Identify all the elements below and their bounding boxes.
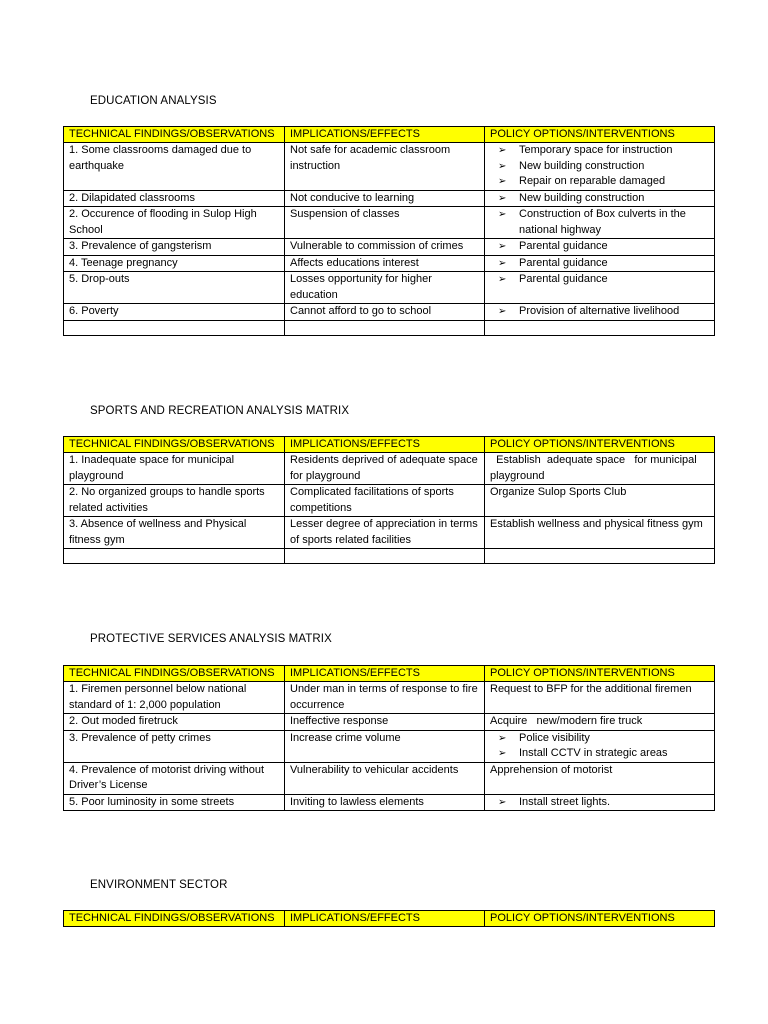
effect-cell: Complicated facilitations of sports competitions: [285, 485, 485, 517]
effect-cell: Lesser degree of appreciation in terms of sports related facilities: [285, 517, 485, 549]
policy-cell: [485, 143, 715, 191]
policy-bullet: ➢ Parental guidance: [490, 239, 709, 255]
sports-section-title: SPORTS AND RECREATION ANALYSIS MATRIX: [90, 405, 350, 417]
policy-bullet: ➢ Provision of alternative livelihood: [490, 304, 709, 320]
policy-cell: Establish adequate space for municipal playground: [485, 453, 715, 485]
protective-section-title: PROTECTIVE SERVICES ANALYSIS MATRIX: [90, 633, 332, 645]
table-header-row: [64, 127, 715, 143]
header-findings: TECHNICAL FINDINGS/OBSERVATIONS: [64, 666, 285, 682]
effect-cell: Not safe for academic classroom instruction: [285, 143, 485, 191]
table-row: [64, 304, 715, 321]
finding-cell: 2. Occurence of flooding in Sulop High School: [64, 207, 285, 239]
education-section-title: EDUCATION ANALYSIS: [90, 95, 217, 107]
table-header-row: [64, 437, 715, 453]
empty-row: [64, 549, 715, 564]
finding-cell: 4. Teenage pregnancy: [64, 255, 285, 272]
effect-cell: Residents deprived of adequate space for playground: [285, 453, 485, 485]
effect-cell: Increase crime volume: [285, 730, 485, 762]
table-row: [64, 762, 715, 794]
effect-cell: Ineffective response: [285, 714, 485, 731]
policy-bullet: ➢ Parental guidance: [490, 256, 709, 272]
finding-cell: 1. Some classrooms damaged due to earthquake: [64, 143, 285, 191]
policy-cell: [485, 730, 715, 762]
table-row: [64, 714, 715, 731]
policy-cell: [485, 255, 715, 272]
finding-cell: 2. Dilapidated classrooms: [64, 190, 285, 207]
table-row: [64, 190, 715, 207]
header-policy: POLICY OPTIONS/INTERVENTIONS: [485, 437, 715, 453]
header-findings: TECHNICAL FINDINGS/OBSERVATIONS: [64, 127, 285, 143]
effect-cell: Inviting to lawless elements: [285, 794, 485, 811]
policy-cell: Establish wellness and physical fitness gym: [485, 517, 715, 549]
effect-cell: Vulnerable to commission of crimes: [285, 239, 485, 256]
policy-cell: [485, 272, 715, 304]
table-row: [64, 453, 715, 485]
effect-cell: Not conducive to learning: [285, 190, 485, 207]
policy-bullet: ➢ Parental guidance: [490, 272, 709, 288]
policy-bullet: ➢ Construction of Box culverts in the national highway: [490, 207, 709, 238]
header-policy: POLICY OPTIONS/INTERVENTIONS: [485, 911, 715, 927]
table-header-row: [64, 911, 715, 927]
finding-cell: 1. Inadequate space for municipal playground: [64, 453, 285, 485]
policy-bullet: ➢ Police visibility: [490, 731, 709, 747]
policy-bullet: ➢ Repair on reparable damaged: [490, 174, 709, 190]
policy-bullet: ➢ Install CCTV in strategic areas: [490, 746, 709, 762]
policy-cell: Acquire new/modern fire truck: [485, 714, 715, 731]
policy-cell: [485, 190, 715, 207]
policy-cell: Request to BFP for the additional firemen: [485, 682, 715, 714]
table-row: [64, 517, 715, 549]
table-row: [64, 730, 715, 762]
effect-cell: Cannot afford to go to school: [285, 304, 485, 321]
policy-cell: [485, 239, 715, 256]
table-row: [64, 207, 715, 239]
sports-table: [63, 436, 715, 564]
header-effects: IMPLICATIONS/EFFECTS: [285, 911, 485, 927]
finding-cell: 3. Absence of wellness and Physical fitness gym: [64, 517, 285, 549]
protective-table: [63, 665, 715, 811]
table-row: [64, 272, 715, 304]
table-row: [64, 143, 715, 191]
header-findings: TECHNICAL FINDINGS/OBSERVATIONS: [64, 437, 285, 453]
table-row: [64, 485, 715, 517]
finding-cell: 3. Prevalence of gangsterism: [64, 239, 285, 256]
table-row: [64, 255, 715, 272]
policy-bullet: ➢ New building construction: [490, 159, 709, 175]
education-table: [63, 126, 715, 336]
header-effects: IMPLICATIONS/EFFECTS: [285, 127, 485, 143]
policy-bullet: ➢ New building construction: [490, 191, 709, 207]
policy-cell: [485, 794, 715, 811]
header-effects: IMPLICATIONS/EFFECTS: [285, 666, 485, 682]
header-effects: IMPLICATIONS/EFFECTS: [285, 437, 485, 453]
table-header-row: [64, 666, 715, 682]
header-policy: POLICY OPTIONS/INTERVENTIONS: [485, 127, 715, 143]
effect-cell: Losses opportunity for higher education: [285, 272, 485, 304]
effect-cell: Under man in terms of response to fire occurrence: [285, 682, 485, 714]
finding-cell: 5. Drop-outs: [64, 272, 285, 304]
finding-cell: 1. Firemen personnel below national standard of 1: 2,000 population: [64, 682, 285, 714]
policy-cell: [485, 304, 715, 321]
header-policy: POLICY OPTIONS/INTERVENTIONS: [485, 666, 715, 682]
finding-cell: 3. Prevalence of petty crimes: [64, 730, 285, 762]
header-findings: TECHNICAL FINDINGS/OBSERVATIONS: [64, 911, 285, 927]
table-row: [64, 239, 715, 256]
finding-cell: 6. Poverty: [64, 304, 285, 321]
finding-cell: 5. Poor luminosity in some streets: [64, 794, 285, 811]
effect-cell: Vulnerability to vehicular accidents: [285, 762, 485, 794]
empty-row: [64, 320, 715, 335]
policy-cell: Apprehension of motorist: [485, 762, 715, 794]
policy-cell: Organize Sulop Sports Club: [485, 485, 715, 517]
table-row: [64, 682, 715, 714]
environment-section-title: ENVIRONMENT SECTOR: [90, 879, 228, 891]
finding-cell: 2. No organized groups to handle sports related activities: [64, 485, 285, 517]
effect-cell: Affects educations interest: [285, 255, 485, 272]
environment-table: [63, 910, 715, 927]
policy-bullet: ➢ Install street lights.: [490, 795, 709, 811]
finding-cell: 4. Prevalence of motorist driving without Driver’s License: [64, 762, 285, 794]
policy-cell: [485, 207, 715, 239]
table-row: [64, 794, 715, 811]
finding-cell: 2. Out moded firetruck: [64, 714, 285, 731]
policy-bullet: ➢ Temporary space for instruction: [490, 143, 709, 159]
effect-cell: Suspension of classes: [285, 207, 485, 239]
